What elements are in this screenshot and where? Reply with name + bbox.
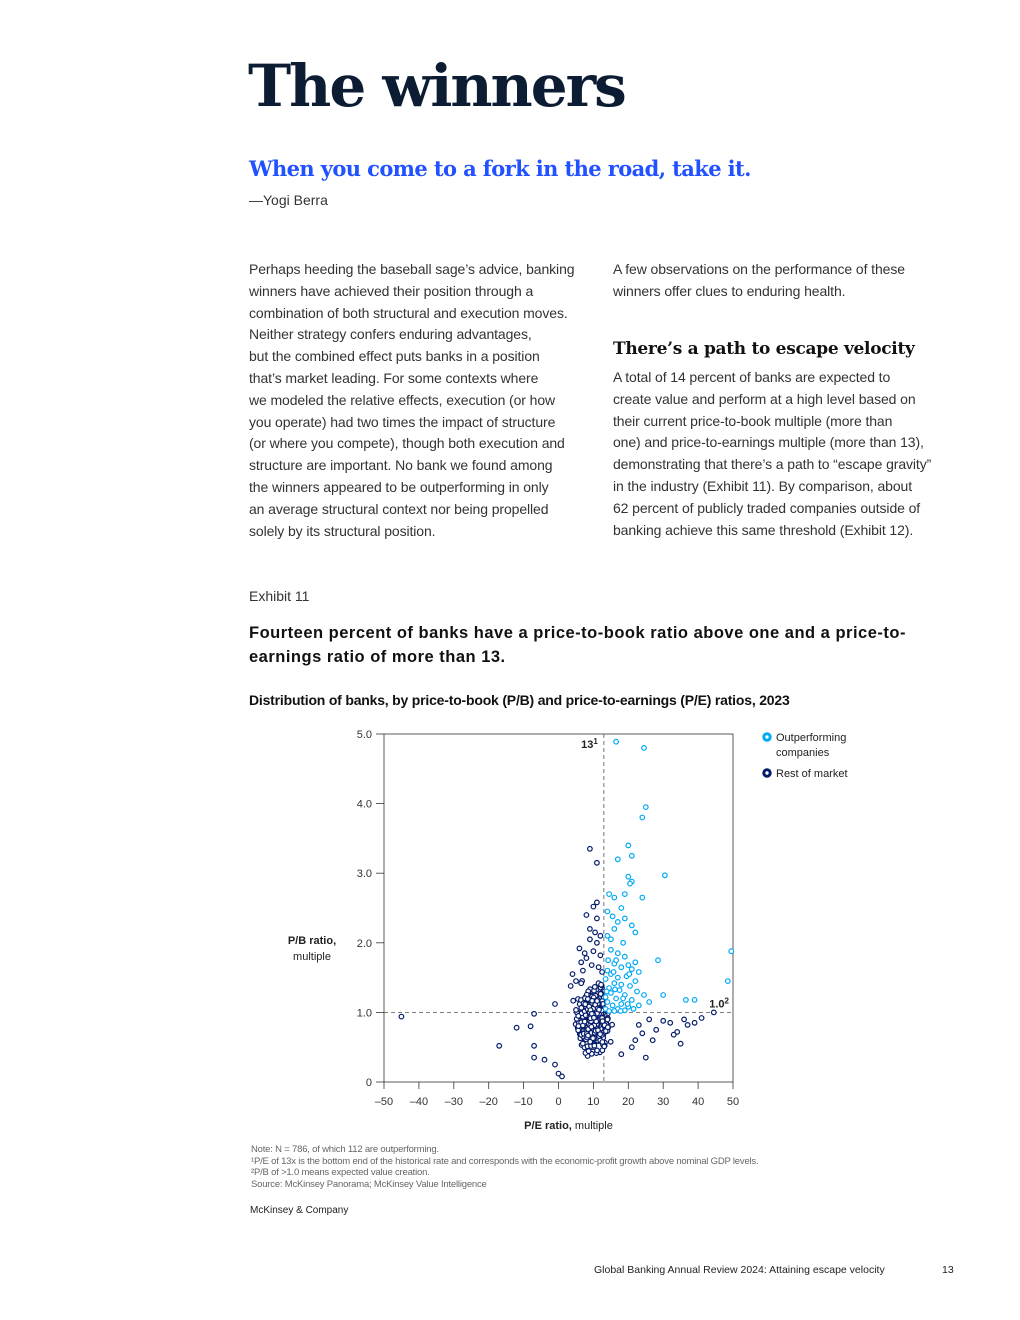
point-outperforming (607, 1009, 612, 1014)
point-outperforming (612, 981, 617, 986)
y-tick-label: 5.0 (356, 729, 372, 741)
point-rest-of-market (595, 999, 600, 1004)
point-outperforming (614, 996, 619, 1001)
scatter-chart (270, 720, 970, 1140)
point-rest-of-market (600, 970, 605, 975)
point-rest-of-market (595, 916, 600, 921)
body-line: that’s market leading. For some contexts where (249, 369, 539, 386)
legend-label: Outperforming (776, 732, 847, 744)
point-rest-of-market (588, 847, 593, 852)
point-outperforming (633, 960, 638, 965)
point-rest-of-market (553, 1062, 558, 1067)
point-outperforming (607, 892, 612, 897)
body-line: (or where you compete), though both execution and (249, 435, 565, 452)
legend-marker-outperforming (764, 734, 770, 740)
point-outperforming (626, 843, 631, 848)
point-outperforming (631, 1007, 636, 1012)
point-rest-of-market (654, 1028, 659, 1033)
point-outperforming (647, 1000, 652, 1005)
point-rest-of-market (692, 1021, 697, 1026)
point-rest-of-market (591, 949, 596, 954)
point-outperforming (603, 995, 608, 1000)
y-tick-label: 4.0 (356, 798, 372, 811)
body-column-left (249, 259, 594, 542)
point-rest-of-market (637, 1023, 642, 1028)
point-outperforming (623, 916, 628, 921)
body-line: combination of both structural and execution moves. (249, 304, 568, 321)
series-outperforming (603, 739, 733, 1013)
note-line: Note: N = 786, of which 112 are outperforming. (251, 1144, 439, 1155)
series-rest-of-market (399, 847, 716, 1079)
point-rest-of-market (589, 1025, 594, 1030)
x-tick-label: –50 (374, 1096, 394, 1108)
point-outperforming (628, 984, 633, 989)
body-line: one) and price-to-earnings multiple (more than 13), (613, 434, 924, 451)
legend-label: Rest of market (776, 768, 848, 780)
point-outperforming (612, 1009, 617, 1014)
footer-title: Global Banking Annual Review 2024: Attaining escape velocity (594, 1264, 885, 1276)
point-rest-of-market (553, 1002, 558, 1007)
x-axis-title: P/E ratio, multiple (524, 1120, 613, 1132)
y-tick-label: 2.0 (356, 937, 372, 950)
point-rest-of-market (577, 946, 582, 951)
point-rest-of-market (592, 1015, 597, 1020)
page-title: The winners (248, 52, 625, 120)
point-outperforming (610, 914, 615, 919)
point-rest-of-market (647, 1017, 652, 1022)
body-line: structure are important. No bank we found among (249, 457, 553, 474)
point-rest-of-market (598, 934, 603, 939)
point-rest-of-market (579, 1006, 584, 1011)
body-line: winners have achieved their position through a (249, 282, 534, 299)
point-outperforming (640, 895, 645, 900)
point-rest-of-market (399, 1014, 404, 1019)
legend-marker-rest (764, 770, 770, 776)
body-line: demonstrating that there’s a path to “escape gravity” (613, 456, 932, 473)
point-outperforming (626, 963, 631, 968)
point-rest-of-market (591, 1036, 596, 1041)
point-outperforming (627, 972, 632, 977)
body-column-right-intro (613, 259, 958, 303)
point-rest-of-market (685, 1023, 690, 1028)
point-outperforming (623, 954, 628, 959)
point-outperforming (613, 987, 618, 992)
point-outperforming (609, 937, 614, 942)
point-rest-of-market (644, 1055, 649, 1060)
point-rest-of-market (542, 1057, 547, 1062)
point-rest-of-market (595, 941, 600, 946)
point-outperforming (635, 989, 640, 994)
point-outperforming (611, 970, 616, 975)
body-line: A few observations on the performance of these (613, 261, 905, 277)
point-outperforming (633, 930, 638, 935)
point-rest-of-market (586, 1049, 591, 1054)
point-rest-of-market (602, 1044, 607, 1049)
x-tick-label: –30 (444, 1096, 463, 1108)
body-line: their current price-to-book multiple (more than (613, 412, 893, 429)
point-outperforming (616, 857, 621, 862)
point-outperforming (692, 998, 697, 1003)
point-outperforming (623, 892, 628, 897)
point-rest-of-market (532, 1044, 537, 1049)
point-rest-of-market (633, 1038, 638, 1043)
point-rest-of-market (570, 972, 575, 977)
point-rest-of-market (595, 900, 600, 905)
point-rest-of-market (581, 968, 586, 973)
threshold-pe-label: $13^1$ (581, 737, 598, 751)
y-tick-label: 3.0 (356, 868, 372, 881)
x-tick-label: 10 (587, 1096, 600, 1108)
point-rest-of-market (586, 1033, 591, 1038)
point-outperforming (619, 965, 624, 970)
point-outperforming (618, 1009, 623, 1014)
point-rest-of-market (598, 992, 603, 997)
point-outperforming (663, 873, 668, 878)
point-outperforming (642, 746, 647, 751)
point-rest-of-market (571, 998, 576, 1003)
x-tick-label: –20 (479, 1096, 498, 1108)
y-axis-title-unit: multiple (293, 951, 331, 963)
point-rest-of-market (619, 1052, 624, 1057)
body-line: we modeled the relative effects, execution (or how (249, 391, 556, 408)
point-rest-of-market (560, 1074, 565, 1079)
point-outperforming (609, 948, 614, 953)
body-line: create value and perform at a high level based on (613, 390, 916, 407)
point-rest-of-market (532, 1055, 537, 1060)
body-line: 62 percent of publicly traded companies outside of (613, 499, 921, 516)
point-rest-of-market (591, 904, 596, 909)
point-outperforming (630, 998, 635, 1003)
y-axis-title: P/B ratio, (287, 935, 337, 947)
point-rest-of-market (576, 1014, 581, 1019)
point-outperforming (684, 998, 689, 1003)
point-rest-of-market (579, 981, 584, 986)
x-tick-label: 40 (691, 1096, 705, 1108)
point-outperforming (630, 967, 635, 972)
point-outperforming (616, 951, 621, 956)
point-outperforming (605, 1000, 610, 1005)
point-rest-of-market (595, 861, 600, 866)
point-rest-of-market (671, 1032, 676, 1037)
section-subheading: There’s a path to escape velocity (613, 339, 915, 359)
point-outperforming (633, 979, 638, 984)
point-rest-of-market (610, 1022, 615, 1027)
point-outperforming (642, 993, 647, 998)
body-line: but the combined effect puts banks in a position (249, 348, 540, 365)
exhibit-title: Fourteen percent of banks have a price-to-book ratio above one and a price-to-earnings ratio of more than 13. (249, 624, 906, 666)
point-outperforming (630, 854, 635, 859)
point-rest-of-market (589, 963, 594, 968)
x-tick-label: 50 (726, 1096, 740, 1108)
plot-frame (384, 734, 733, 1082)
body-column-right (613, 367, 958, 541)
note-line: Source: McKinsey Panorama; McKinsey Value Intelligence (251, 1178, 487, 1190)
point-rest-of-market (712, 1010, 717, 1015)
point-outperforming (619, 1002, 624, 1007)
chart-notes (251, 1144, 758, 1190)
point-rest-of-market (588, 937, 593, 942)
point-outperforming (616, 920, 621, 925)
body-line: an average structural context nor being propelled (249, 500, 549, 517)
point-rest-of-market (528, 1024, 533, 1029)
point-rest-of-market (584, 913, 589, 918)
point-rest-of-market (699, 1016, 704, 1021)
point-rest-of-market (597, 1007, 602, 1012)
point-outperforming (605, 909, 610, 914)
point-rest-of-market (599, 982, 604, 987)
point-rest-of-market (532, 1012, 537, 1017)
point-rest-of-market (661, 1019, 666, 1024)
point-rest-of-market (630, 1045, 635, 1050)
body-line: in the industry (Exhibit 11). By comparison, about (613, 477, 913, 494)
point-rest-of-market (588, 927, 593, 932)
point-outperforming (630, 923, 635, 928)
exhibit-label: Exhibit 11 (249, 588, 310, 604)
body-line: you operate) had two times the impact of structure (249, 413, 556, 430)
y-tick-label: 0 (365, 1077, 372, 1089)
point-rest-of-market (640, 1031, 645, 1036)
point-rest-of-market (590, 999, 595, 1004)
point-outperforming (621, 941, 626, 946)
point-outperforming (644, 805, 649, 810)
body-line: winners offer clues to enduring health. (613, 282, 846, 299)
point-outperforming (625, 1002, 630, 1007)
epigraph-quote: When you come to a fork in the road, take it. (249, 156, 751, 181)
body-line: A total of 14 percent of banks are expected to (613, 369, 891, 385)
x-tick-label: –10 (514, 1096, 533, 1108)
point-outperforming (617, 988, 622, 993)
point-outperforming (640, 815, 645, 820)
point-rest-of-market (584, 956, 589, 961)
body-line: the winners appeared to be outperforming in only (249, 478, 549, 495)
point-rest-of-market (608, 1040, 613, 1045)
point-outperforming (726, 979, 731, 984)
point-rest-of-market (497, 1044, 502, 1049)
body-line: solely by its structural position. (249, 522, 436, 539)
point-rest-of-market (583, 1002, 588, 1007)
point-outperforming (619, 982, 624, 987)
point-rest-of-market (678, 1041, 683, 1046)
point-outperforming (661, 993, 666, 998)
point-outperforming (614, 739, 619, 744)
point-outperforming (729, 949, 734, 954)
point-outperforming (616, 975, 621, 980)
y-tick-label: 1.0 (356, 1007, 372, 1020)
point-rest-of-market (605, 1017, 610, 1022)
point-rest-of-market (514, 1025, 519, 1030)
page-number: 13 (942, 1264, 954, 1276)
point-rest-of-market (598, 1032, 603, 1037)
point-rest-of-market (593, 985, 598, 990)
point-outperforming (637, 970, 642, 975)
body-line: Neither strategy confers enduring advantages, (249, 326, 532, 343)
point-rest-of-market (568, 984, 573, 989)
body-line: Perhaps heeding the baseball sage’s advice, banking (249, 261, 575, 277)
point-rest-of-market (579, 960, 584, 965)
point-rest-of-market (650, 1038, 655, 1043)
point-outperforming (610, 1003, 615, 1008)
point-rest-of-market (582, 951, 587, 956)
point-outperforming (656, 958, 661, 963)
point-rest-of-market (576, 1024, 581, 1029)
point-outperforming (637, 1003, 642, 1008)
point-rest-of-market (682, 1017, 687, 1022)
note-line: ¹P/E of 13x is the bottom end of the historical rate and corresponds with the economic-profit growth above nominal GDP levels. (251, 1155, 759, 1167)
x-tick-label: 20 (622, 1096, 635, 1108)
x-tick-label: 30 (657, 1096, 670, 1108)
point-rest-of-market (581, 1041, 586, 1046)
legend-label: companies (776, 747, 830, 759)
point-rest-of-market (668, 1021, 673, 1026)
threshold-pb-label: $1.0^2$ (709, 996, 729, 1011)
point-outperforming (626, 874, 631, 879)
point-outperforming (606, 958, 611, 963)
point-outperforming (604, 989, 609, 994)
point-outperforming (603, 977, 608, 982)
point-outperforming (612, 927, 617, 932)
point-outperforming (612, 895, 617, 900)
point-outperforming (628, 881, 633, 886)
point-rest-of-market (593, 930, 598, 935)
point-outperforming (619, 906, 624, 911)
brand-name: McKinsey & Company (250, 1205, 349, 1216)
point-rest-of-market (596, 965, 601, 970)
chart-subtitle: Distribution of banks, by price-to-book (P/B) and price-to-earnings (P/E) ratios, 2023 (249, 692, 790, 708)
point-rest-of-market (574, 1008, 579, 1013)
point-rest-of-market (598, 953, 603, 958)
note-line: ²P/B of >1.0 means expected value creation. (251, 1167, 430, 1178)
epigraph-attribution: —Yogi Berra (249, 192, 328, 208)
point-rest-of-market (574, 979, 579, 984)
point-rest-of-market (595, 1048, 600, 1053)
point-outperforming (614, 958, 619, 963)
x-tick-label: 0 (555, 1096, 562, 1108)
point-outperforming (621, 996, 626, 1001)
x-tick-label: –40 (409, 1096, 429, 1108)
body-line: banking achieve this same threshold (Exhibit 12). (613, 521, 914, 538)
